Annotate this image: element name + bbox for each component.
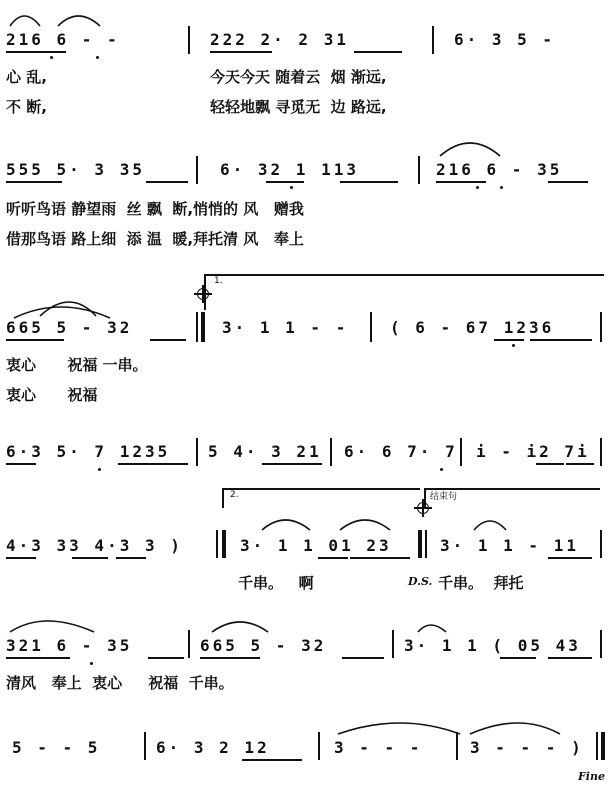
volta-1-label: 1. xyxy=(214,276,223,286)
barline xyxy=(600,312,602,342)
underline xyxy=(342,657,384,659)
tie xyxy=(470,723,560,734)
row4-measure4-notes: i - i2 7i xyxy=(476,442,590,461)
volta2-bracket-left xyxy=(222,488,224,508)
repeat-barline-thick xyxy=(201,312,205,342)
row4-measure2-notes: 5 4· 3 21 xyxy=(208,442,322,461)
row2-measure2-notes: 6· 32 1 113 xyxy=(220,160,359,179)
row3-lyric2: 衷心 祝福 xyxy=(6,386,98,404)
underline xyxy=(548,557,592,559)
row2-measure3-notes: 216 6 - 35 xyxy=(436,160,563,179)
row4-measure1-notes: 6·3 5· 7 1235 xyxy=(6,442,171,461)
barline xyxy=(196,156,198,184)
row1-measure2-notes: 222 2· 2 31 xyxy=(210,30,349,49)
lower-octave-dot xyxy=(50,56,53,59)
lower-octave-dot xyxy=(96,56,99,59)
row2-lyric1: 听听鸟语 静望雨 丝 飘 断,悄悄的 风 赠我 xyxy=(6,200,304,218)
underline xyxy=(210,51,272,53)
underline xyxy=(6,557,36,559)
underline xyxy=(536,463,564,465)
slur xyxy=(440,143,500,156)
barline xyxy=(188,26,190,54)
slur xyxy=(10,621,94,632)
barline xyxy=(144,732,146,760)
underline xyxy=(200,657,260,659)
volta-bracket-line xyxy=(204,274,604,276)
underline xyxy=(266,181,304,183)
underline xyxy=(146,181,188,183)
row5-measure2-notes: 3· 1 1 01 23 xyxy=(240,536,392,555)
slur xyxy=(262,520,310,530)
underline xyxy=(436,181,486,183)
row1-measure1-notes: 216 6 - - xyxy=(6,30,120,49)
slur xyxy=(474,521,506,530)
underline xyxy=(340,181,398,183)
slur xyxy=(340,520,390,530)
barline xyxy=(196,438,198,466)
row6-measure2-notes: 665 5 - 32 xyxy=(200,636,327,655)
barline xyxy=(188,630,190,658)
lower-octave-dot xyxy=(98,468,101,471)
ending-label: 结束句 xyxy=(430,492,458,502)
final-barline-thin xyxy=(596,732,598,760)
repeat-barline-thin xyxy=(216,530,218,558)
row4-measure3-notes: 6· 6 7· 7 xyxy=(344,442,458,461)
coda-sign xyxy=(197,288,209,300)
underline xyxy=(494,339,524,341)
row3-lyric1: 衷心 祝福 一串。 xyxy=(6,356,148,374)
underline xyxy=(350,557,410,559)
row6-lyric: 清风 奉上 衷心 祝福 千串。 xyxy=(6,674,234,692)
barline xyxy=(456,732,458,760)
end-barline-thick xyxy=(418,530,422,558)
volta-2-label: 2. xyxy=(230,490,239,500)
underline xyxy=(6,463,36,465)
barline xyxy=(418,156,420,184)
row3-measure3-notes: ( 6 - 67 1236 xyxy=(390,318,555,337)
barline xyxy=(318,732,320,760)
slur xyxy=(40,302,96,316)
end-barline-thin xyxy=(425,530,427,558)
underline xyxy=(262,463,322,465)
barline xyxy=(600,630,602,658)
slur xyxy=(58,16,100,26)
row2-measure1-notes: 555 5· 3 35 xyxy=(6,160,145,179)
row5-lyric-a: 千串。 啊 xyxy=(238,574,314,592)
underline xyxy=(242,759,302,761)
repeat-barline-thick xyxy=(222,530,226,558)
lower-octave-dot xyxy=(476,186,479,189)
row1-measure3-notes: 6· 3 5 - xyxy=(454,30,556,49)
underline xyxy=(354,51,402,53)
slur xyxy=(212,622,268,632)
row7-measure4-notes: 3 - - - ) xyxy=(470,738,584,757)
row2-lyric2: 借那鸟语 路上细 添 温 暖,拜托清 风 奉上 xyxy=(6,230,304,248)
lower-octave-dot xyxy=(290,186,293,189)
ds-marker: D.S. xyxy=(408,575,433,588)
underline xyxy=(118,463,188,465)
row1-lyric1-b: 今天今天 随着云 烟 渐远, xyxy=(210,68,387,86)
row7-measure2-notes: 6· 3 2 12 xyxy=(156,738,270,757)
barline xyxy=(600,438,602,466)
row7-measure1-notes: 5 - - 5 xyxy=(12,738,101,757)
barline xyxy=(460,438,462,466)
row5-lyric-b: 千串。 拜托 xyxy=(438,574,524,592)
coda-sign xyxy=(417,502,429,514)
fine-marker: Fine xyxy=(578,770,605,783)
tie xyxy=(338,723,460,734)
row5-measure3-notes: 3· 1 1 - 11 xyxy=(440,536,579,555)
slur xyxy=(10,16,40,26)
row6-measure1-notes: 321 6 - 35 xyxy=(6,636,133,655)
row6-measure3-notes: 3· 1 1 ( 05 43 xyxy=(404,636,581,655)
underline xyxy=(566,463,594,465)
underline xyxy=(6,181,62,183)
underline xyxy=(148,657,184,659)
slur xyxy=(14,307,110,318)
underline xyxy=(72,557,108,559)
underline xyxy=(150,339,186,341)
underline xyxy=(548,657,592,659)
barline xyxy=(600,530,602,558)
barline xyxy=(370,312,372,342)
volta2-bracket-line xyxy=(222,488,420,490)
underline xyxy=(318,557,348,559)
row5-measure1-notes: 4·3 33 4·3 3 ) xyxy=(6,536,183,555)
row1-lyric2-a: 不 断, xyxy=(6,98,47,116)
final-barline-thick xyxy=(601,732,605,760)
lower-octave-dot xyxy=(512,344,515,347)
row1-lyric1-a: 心 乱, xyxy=(6,68,47,86)
barline xyxy=(330,438,332,466)
row3-measure1-notes: 665 5 - 32 xyxy=(6,318,133,337)
lower-octave-dot xyxy=(500,186,503,189)
underline xyxy=(6,51,66,53)
row1-lyric2-b: 轻轻地飘 寻觅无 边 路远, xyxy=(210,98,387,116)
repeat-barline-thin xyxy=(196,312,198,342)
underline xyxy=(116,557,146,559)
lower-octave-dot xyxy=(90,662,93,665)
underline xyxy=(6,657,70,659)
underline xyxy=(500,657,536,659)
barline xyxy=(432,26,434,54)
slur xyxy=(418,625,446,632)
underline xyxy=(6,339,64,341)
row3-measure2-notes: 3· 1 1 - - xyxy=(222,318,349,337)
row7-measure3-notes: 3 - - - xyxy=(334,738,423,757)
underline xyxy=(548,181,588,183)
lower-octave-dot xyxy=(440,468,443,471)
barline xyxy=(392,630,394,658)
underline xyxy=(530,339,592,341)
